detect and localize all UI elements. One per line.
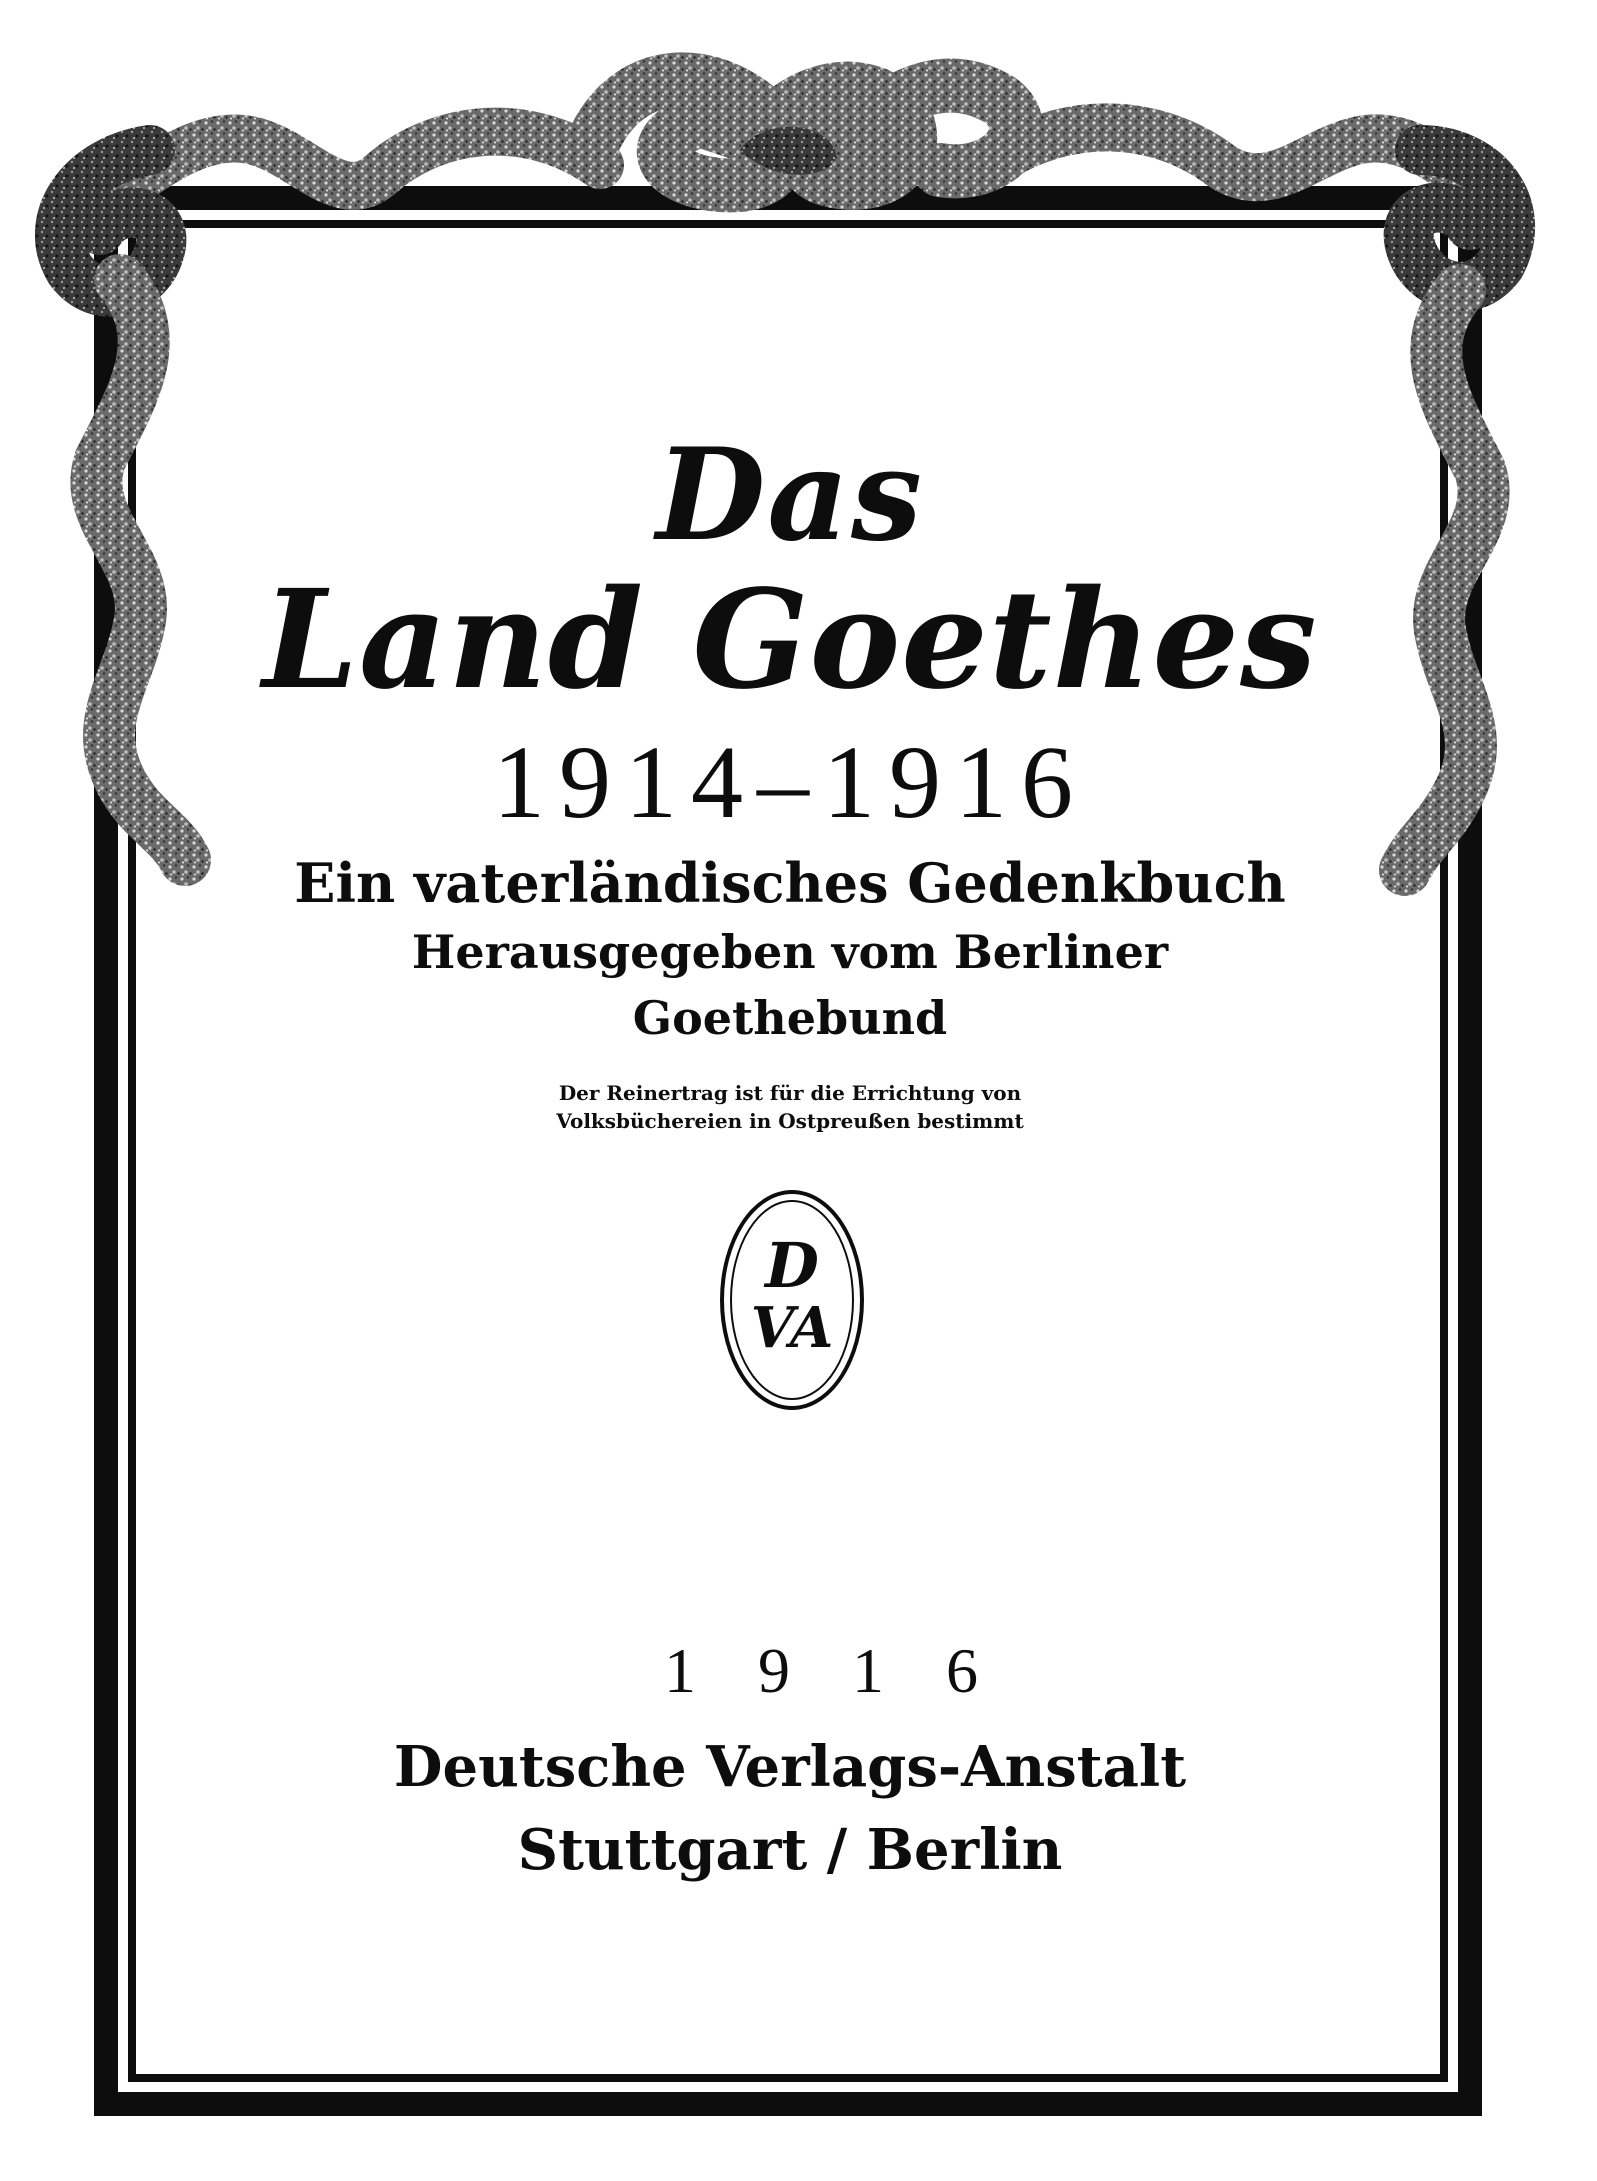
publication-year: 1916 bbox=[664, 1635, 1040, 1706]
subtitle-line-3: Goethebund bbox=[632, 991, 948, 1045]
proceeds-note-line-1: Der Reinertrag ist für die Errichtung von bbox=[558, 1081, 1022, 1105]
title-years: 1914–1916 bbox=[493, 725, 1087, 840]
subtitle-line-1: Ein vaterländisches Gedenkbuch bbox=[294, 851, 1286, 915]
title-line-1: Das bbox=[656, 421, 924, 569]
title-line-2: Land Goethes bbox=[262, 560, 1318, 720]
emblem-monogram-top: D bbox=[765, 1229, 819, 1302]
proceeds-note-line-2: Volksbüchereien in Ostpreußen bestimmt bbox=[556, 1109, 1024, 1133]
ribbon-right-top bbox=[990, 127, 1480, 190]
publisher-name: Deutsche Verlags-Anstalt bbox=[393, 1734, 1187, 1800]
publication-place: Stuttgart / Berlin bbox=[517, 1817, 1063, 1883]
ribbon-bow-center bbox=[590, 79, 1016, 185]
subtitle-line-2: Herausgegeben vom Berliner bbox=[411, 925, 1169, 979]
emblem-monogram-bottom: VA bbox=[750, 1295, 834, 1361]
ribbon-bow-knot bbox=[740, 127, 836, 175]
publisher-emblem bbox=[720, 1190, 864, 1410]
